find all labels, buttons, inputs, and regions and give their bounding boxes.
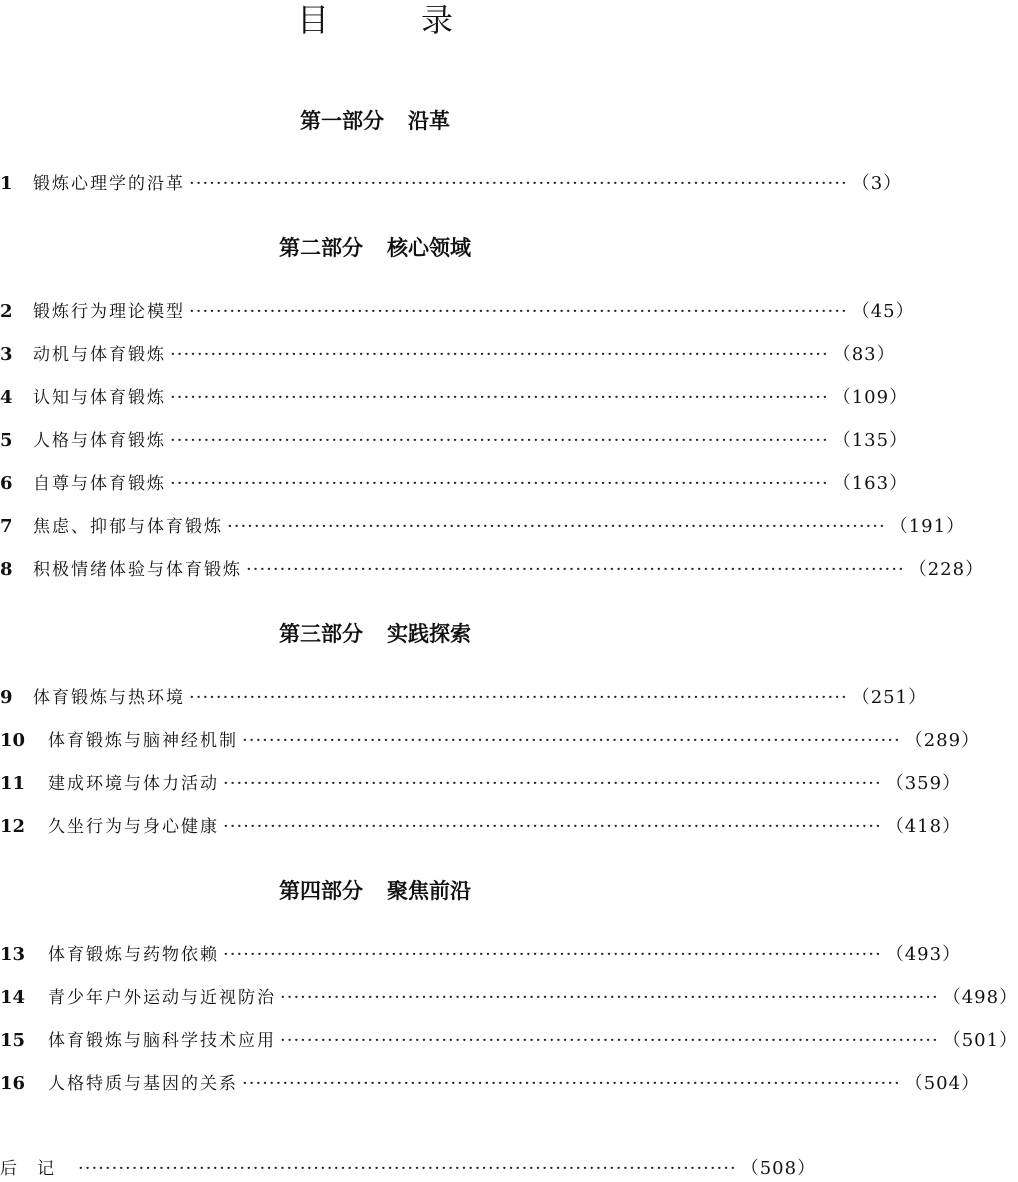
entry-title: 青少年户外运动与近视防治 (48, 988, 276, 1008)
entry-title: 体育锻炼与药物依赖 (48, 945, 219, 965)
entry-number: 12 (0, 816, 26, 837)
toc-entry-9[interactable] (0, 685, 928, 711)
dot-leader: ·································································································· (170, 344, 829, 365)
part-heading-4 (0, 876, 750, 906)
entry-number: 1 (0, 173, 13, 194)
dot-leader: ·································································································· (189, 173, 848, 194)
entry-title: 自尊与体育锻炼 (33, 474, 166, 494)
dot-leader: ·································································································· (280, 1030, 939, 1051)
entry-page: （251） (851, 687, 928, 708)
part-label: 第二部分 (279, 235, 363, 260)
entry-title: 认知与体育锻炼 (33, 388, 166, 408)
toc-entry-4[interactable] (0, 385, 909, 411)
entry-title: 人格与体育锻炼 (33, 431, 166, 451)
entry-title: 锻炼心理学的沿革 (33, 174, 185, 194)
part-name: 核心领域 (387, 235, 471, 260)
entry-page: （498） (942, 987, 1018, 1008)
toc-entry-2[interactable] (0, 299, 915, 325)
entry-page: （3） (851, 173, 903, 194)
dot-leader: ·································································································· (170, 387, 829, 408)
dot-leader: ·································································································· (242, 730, 901, 751)
entry-page: （493） (885, 944, 962, 965)
entry-page: （109） (832, 387, 909, 408)
entry-number: 7 (0, 516, 13, 537)
entry-number: 15 (0, 1030, 26, 1051)
dot-leader: ·································································································· (246, 559, 905, 580)
toc-entry-7[interactable] (0, 514, 966, 540)
entry-number: 10 (0, 730, 26, 751)
entry-title: 人格特质与基因的关系 (48, 1074, 238, 1094)
dot-leader: ·································································································· (189, 687, 848, 708)
dot-leader: ·································································································· (170, 430, 829, 451)
dot-leader: ·································································································· (223, 773, 882, 794)
part-heading-2 (0, 233, 750, 263)
part-label: 第四部分 (279, 878, 363, 903)
entry-page: （289） (904, 730, 981, 751)
toc-entry-5[interactable] (0, 428, 909, 454)
entry-number: 8 (0, 559, 13, 580)
toc-entry-14[interactable] (0, 985, 1018, 1011)
entry-page: （191） (889, 516, 966, 537)
part-name: 实践探索 (387, 621, 471, 646)
entry-number: 5 (0, 430, 13, 451)
dot-leader: ·································································································· (189, 301, 848, 322)
entry-title: 后记 (0, 1159, 74, 1179)
toc-entry-6[interactable] (0, 471, 909, 497)
toc-entry-10[interactable] (0, 728, 981, 754)
dot-leader: ·································································································· (223, 816, 882, 837)
entry-title: 积极情绪体验与体育锻炼 (33, 560, 242, 580)
dot-leader: ·································································································· (242, 1073, 901, 1094)
entry-page: （501） (942, 1030, 1018, 1051)
entry-page: （508） (740, 1158, 817, 1179)
dot-leader: ·································································································· (280, 987, 939, 1008)
toc-entry-13[interactable] (0, 942, 962, 968)
entry-page: （418） (885, 816, 962, 837)
dot-leader: ·································································································· (78, 1158, 737, 1179)
part-name: 沿革 (408, 108, 450, 133)
entry-title: 建成环境与体力活动 (48, 774, 219, 794)
toc-entry-11[interactable] (0, 771, 962, 797)
entry-title: 体育锻炼与脑科学技术应用 (48, 1031, 276, 1051)
entry-page: （359） (885, 773, 962, 794)
entry-title: 锻炼行为理论模型 (33, 302, 185, 322)
part-label: 第一部分 (300, 108, 384, 133)
entry-number: 2 (0, 301, 13, 322)
part-label: 第三部分 (279, 621, 363, 646)
part-heading-3 (0, 619, 750, 649)
entry-number: 9 (0, 687, 13, 708)
toc-entry-16[interactable] (0, 1071, 981, 1097)
toc-entry-3[interactable] (0, 342, 896, 368)
dot-leader: ·································································································· (227, 516, 886, 537)
entry-number: 16 (0, 1073, 26, 1094)
entry-number: 6 (0, 473, 13, 494)
entry-page: （83） (832, 344, 896, 365)
entry-title: 焦虑、抑郁与体育锻炼 (33, 517, 223, 537)
entry-title: 体育锻炼与脑神经机制 (48, 731, 238, 751)
part-heading-1 (0, 106, 750, 136)
entry-page: （163） (832, 473, 909, 494)
entry-number: 4 (0, 387, 13, 408)
dot-leader: ·································································································· (223, 944, 882, 965)
entry-page: （504） (904, 1073, 981, 1094)
entry-page: （135） (832, 430, 909, 451)
entry-number: 3 (0, 344, 13, 365)
toc-entry-1[interactable] (0, 171, 903, 197)
entry-page: （228） (908, 559, 985, 580)
entry-title: 动机与体育锻炼 (33, 345, 166, 365)
dot-leader: ·································································································· (170, 473, 829, 494)
entry-number: 14 (0, 987, 26, 1008)
entry-number: 13 (0, 944, 26, 965)
entry-page: （45） (851, 301, 915, 322)
toc-entry-12[interactable] (0, 814, 962, 840)
entry-title: 久坐行为与身心健康 (48, 817, 219, 837)
entry-number: 11 (0, 773, 26, 794)
toc-entry-postscript[interactable] (0, 1156, 817, 1182)
toc-entry-15[interactable] (0, 1028, 1018, 1054)
entry-title: 体育锻炼与热环境 (33, 688, 185, 708)
toc-entry-8[interactable] (0, 557, 985, 583)
page-title: 目 录 (296, 1, 483, 39)
part-name: 聚焦前沿 (387, 878, 471, 903)
